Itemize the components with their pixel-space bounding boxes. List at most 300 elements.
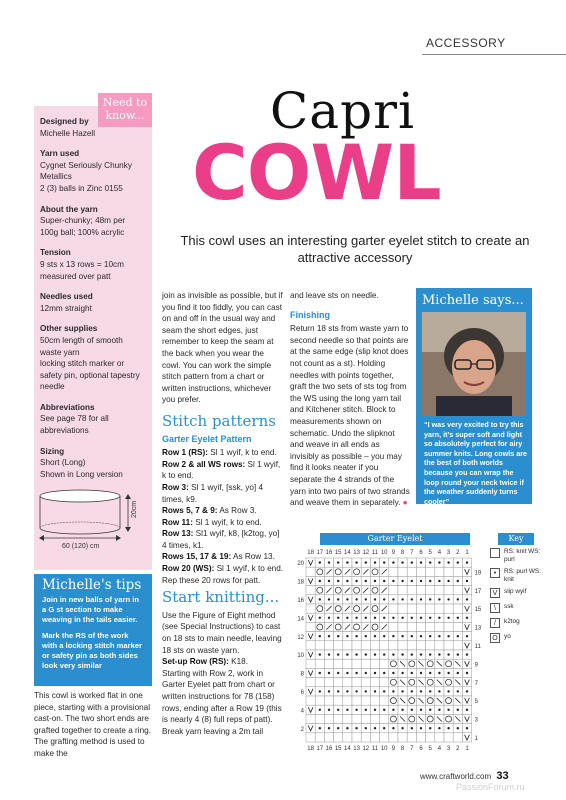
stitch-number-top: 5 [428,550,432,556]
setup-row [162,656,284,668]
chart-cell [315,678,324,687]
chart-cell [324,659,333,668]
info-line: 12mm straight [40,303,92,313]
ws-row-number: 6 [300,690,304,696]
purl-symbol [355,709,357,711]
chart-cell [334,733,343,742]
purl-symbol [392,653,394,655]
chart-cell [324,678,333,687]
info-group [40,291,144,314]
start-knitting-heading: Start knitting... [162,588,280,607]
purl-symbol [401,561,403,563]
purl-symbol [420,617,422,619]
purl-symbol [383,653,385,655]
purl-symbol [411,580,413,582]
chart-cell [389,733,398,742]
purl-symbol [420,653,422,655]
chart-cell [426,604,435,613]
purl-symbol [346,580,348,582]
page-footer [420,770,509,782]
purl-symbol [328,635,330,637]
purl-symbol [337,598,339,600]
stitch-number-bottom: 8 [400,746,405,752]
info-line: 2 (3) balls in Zinc 0155 [40,183,123,193]
chart-cell [306,733,315,742]
chart-cell [306,567,315,576]
key-label: RS: purl WS: knit [504,568,541,583]
standfirst: This cowl uses an interesting garter eyelet stitch to create an attractive accessory [180,233,530,265]
chart-cell [343,714,352,723]
chart-cell [306,714,315,723]
key-symbol: O [490,633,500,643]
chart-cell [444,622,453,631]
chart-cell [352,714,361,723]
chart-cell [315,714,324,723]
chart-cell [407,586,416,595]
info-line: Shown in Long version [40,469,123,479]
stitch-number-top: 10 [380,550,388,556]
purl-symbol [466,727,468,729]
chart-cell [398,586,407,595]
chart-cell [315,641,324,650]
chart-cell [306,659,315,668]
row-text: Sl 1 wyif, k to end. [162,459,281,481]
purl-symbol [319,617,321,619]
key-symbol: \ [490,603,500,613]
chart-cell [416,733,425,742]
rs-row-number: 17 [474,588,482,595]
purl-symbol [337,672,339,674]
stitch-number-top: 9 [391,550,396,556]
purl-symbol [457,709,459,711]
portrait-image [422,312,526,416]
purl-symbol [466,672,468,674]
chart-cell [352,678,361,687]
intro-continued: join as invisible as possible, but if you find it too fiddly, you can cast on and off in the usual way and seam the short edges, just remember to keep the seam at the back when you wear the cowl. You can work the simple stitch pattern from a chart or written instructions, whichever you prefer. [162,291,283,405]
row-text: As Row 3. [217,506,257,516]
garter-eyelet-chart [294,544,490,760]
purl-symbol [355,598,357,600]
purl-symbol [447,653,449,655]
purl-symbol [429,690,431,692]
key-symbol: • [490,568,500,578]
purl-symbol [401,635,403,637]
column-2 [162,290,284,737]
purl-symbol [365,672,367,674]
chart-cell [306,604,315,613]
info-heading: Needles used [40,292,93,302]
chart-cell [380,659,389,668]
purl-symbol [346,653,348,655]
purl-symbol [355,653,357,655]
chart-cell [426,733,435,742]
purl-symbol [447,561,449,563]
purl-symbol [429,580,431,582]
purl-symbol [429,709,431,711]
chart-cell [453,604,462,613]
purl-symbol [457,690,459,692]
column-3 [290,290,410,509]
purl-symbol [319,635,321,637]
chart-cell [370,659,379,668]
purl-symbol [420,561,422,563]
purl-symbol [328,580,330,582]
chart-cell [370,696,379,705]
purl-symbol [337,709,339,711]
rs-row-number: 11 [474,644,481,650]
intro-text: This cowl is worked flat in one piece, starting with a provisional cast-on. The two short ends are grafted together to create a ring. The grafting method is used to make the [34,691,151,758]
stitch-number-top: 2 [456,550,460,556]
ws-row-number: 2 [300,726,304,733]
purl-symbol [383,709,385,711]
purl-symbol [438,617,440,619]
row-label: Row 1 (RS): [162,448,208,458]
purl-symbol [447,598,449,600]
purl-symbol [337,690,339,692]
chart-cell [389,586,398,595]
info-groups [40,116,144,480]
info-line: 50cm length of smooth waste yarn [40,335,123,357]
purl-symbol [429,561,431,563]
stitch-number-bottom: 4 [437,746,442,752]
purl-symbol [392,635,394,637]
stitch-number-top: 18 [307,550,314,556]
rs-row-number: 15 [474,607,482,614]
ws-row-number: 14 [297,616,304,623]
row-label: Rows 5, 7 & 9: [162,506,218,516]
purl-symbol [319,598,321,600]
purl-symbol [420,598,422,600]
purl-symbol [411,709,413,711]
purl-symbol [392,709,394,711]
purl-symbol [420,690,422,692]
chart-cell [435,641,444,650]
purl-symbol [401,580,403,582]
key-label: k2tog [504,618,520,625]
purl-symbol [411,690,413,692]
info-line: Michelle Hazell [40,128,96,138]
info-group [40,204,144,239]
purl-symbol [457,672,459,674]
intro-column [34,690,154,760]
end-dot-icon: ● [402,498,408,508]
info-line: See page 78 for all abbreviations [40,414,109,436]
purl-symbol [438,690,440,692]
chart-cell [389,641,398,650]
chart-cell [306,586,315,595]
chart-cell [343,641,352,650]
key-symbol: V [490,588,500,598]
stitch-number-bottom: 9 [391,746,396,752]
chart-cell [398,733,407,742]
stitch-number-bottom: 17 [316,746,324,752]
chart-cell [324,696,333,705]
purl-symbol [383,561,385,563]
row-text: Sl1 wyif, k8, [k2tog, yo] 4 times, k1. [162,529,280,550]
rs-row-number: 5 [474,699,478,706]
stitch-number-top: 8 [400,550,405,556]
stitch-number-bottom: 3 [446,746,451,752]
stitch-number-bottom: 10 [380,746,388,752]
chart-cell [370,678,379,687]
purl-symbol [438,672,440,674]
purl-symbol [383,690,385,692]
purl-symbol [466,598,468,600]
chart-cell [370,733,379,742]
purl-symbol [392,672,394,674]
chart-cell [407,604,416,613]
purl-symbol [466,635,468,637]
purl-symbol [457,727,459,729]
designer-photo [422,312,526,416]
purl-symbol [383,672,385,674]
michelles-tips-box [34,574,152,686]
website: www.craftworld.com [420,772,492,781]
purl-symbol [401,690,403,692]
chart-cell [352,696,361,705]
purl-symbol [429,727,431,729]
purl-symbol [457,598,459,600]
chart-cell [324,733,333,742]
stitch-patterns-heading: Stitch patterns [162,411,276,430]
michelle-quote: “I was very excited to try this yarn, it’s super soft and light so absolutely perfect for airy summer knits. Long cowls are the best of both worlds because you can wrap the loop round your neck twice if the weather suddenly turns cooler” [424,420,528,506]
purl-symbol [457,561,459,563]
stitch-number-top: 4 [437,550,442,556]
schematic-height: 20cm [131,500,138,518]
purl-symbol [447,727,449,729]
stitch-number-top: 16 [325,550,333,556]
purl-symbol [355,635,357,637]
purl-symbol [411,635,413,637]
setup-label: Set-up Row (RS): [162,657,229,667]
key-item [490,548,550,563]
purl-symbol [328,617,330,619]
purl-symbol [401,598,403,600]
purl-symbol [466,580,468,582]
page-number: 33 [496,770,509,782]
chart-cell [407,641,416,650]
ws-row-number: 18 [297,579,304,586]
chart-cell [306,678,315,687]
purl-symbol [374,598,376,600]
purl-symbol [319,709,321,711]
pattern-row [162,551,284,563]
chart-cell [416,586,425,595]
purl-symbol [355,617,357,619]
chart-cell [380,641,389,650]
finishing-text [290,323,410,509]
pattern-row [162,528,284,551]
chart-cell [343,678,352,687]
chart-cell [315,659,324,668]
info-heading: Sizing [40,446,65,456]
stitch-number-bottom: 15 [334,746,342,752]
tip-item: Mark the RS of the work with a locking stitch marker or safety pin as both sides look very similar [42,631,143,670]
chart-cell [426,567,435,576]
chart-cell [334,659,343,668]
chart-cell [407,622,416,631]
purl-symbol [337,727,339,729]
purl-symbol [466,617,468,619]
purl-symbol [411,672,413,674]
purl-symbol [346,727,348,729]
row-label: Row 2 & all WS rows: [162,459,246,469]
purl-symbol [319,561,321,563]
purl-symbol [319,653,321,655]
stitch-number-top: 15 [334,550,342,556]
stitch-number-top: 7 [410,550,414,556]
info-line: Super-chunky; 48m per 100g ball; 100% acrylic [40,216,126,237]
start-text-3: Break yarn leaving a 2m tail [162,726,264,736]
rs-row-number: 7 [474,680,478,687]
rs-row-number: 13 [474,625,482,632]
purl-symbol [328,598,330,600]
purl-symbol [420,709,422,711]
chart-cell [389,604,398,613]
pattern-row [162,447,284,459]
row-text: Sl 1 wyif, [ssk, yo] 4 times, k9. [162,482,264,504]
info-heading: About the yarn [40,204,98,214]
michelle-says-box [416,288,532,504]
purl-symbol [466,561,468,563]
chart-title: Garter Eyelet [320,533,470,545]
rs-row-number: 9 [474,662,478,669]
purl-symbol [365,727,367,729]
purl-symbol [337,580,339,582]
purl-symbol [401,653,403,655]
ws-row-number: 12 [297,634,304,641]
purl-symbol [438,653,440,655]
tips-heading: Michelle's tips [42,577,142,593]
chart-cell [453,622,462,631]
tip-item: Join in new balls of yarn in a G st section to make weaving in the tails easier. [42,595,140,624]
purl-symbol [365,561,367,563]
key-title: Key [498,533,534,545]
purl-symbol [383,727,385,729]
key-symbol [490,548,500,558]
stitch-number-top: 1 [465,550,469,556]
info-group [40,323,144,393]
chart-cell [444,567,453,576]
purl-symbol [457,653,459,655]
purl-symbol [374,727,376,729]
stitch-number-bottom: 2 [456,746,460,752]
info-group [40,247,144,282]
purl-symbol [383,598,385,600]
chart-cell [334,696,343,705]
purl-symbol [429,598,431,600]
ws-row-number: 10 [297,653,304,660]
purl-symbol [328,672,330,674]
row-label: Row 13: [162,529,194,539]
purl-symbol [328,561,330,563]
chart-cell [453,733,462,742]
michelle-says-heading: Michelle says... [422,293,524,308]
purl-symbol [374,690,376,692]
purl-symbol [438,709,440,711]
pattern-row [162,517,284,529]
row-text: Sl 1 wyif, k to end. [192,517,262,527]
purl-symbol [337,561,339,563]
key-label: RS: knit WS: purl [504,548,541,563]
chart-cell [407,733,416,742]
watermark: PassionForum.ru [456,782,525,792]
purl-symbol [365,690,367,692]
stitch-number-bottom: 14 [344,746,351,752]
info-heading: Yarn used [40,149,80,159]
chart-cell [435,622,444,631]
purl-symbol [355,690,357,692]
purl-symbol [355,580,357,582]
info-heading: Designed by [40,117,89,126]
chart-cell [398,622,407,631]
chart-cell [306,622,315,631]
chart-cell [444,604,453,613]
chart-cell [389,622,398,631]
chart-cell [306,641,315,650]
chart-cell [380,733,389,742]
purl-symbol [411,561,413,563]
info-group [40,446,144,481]
purl-symbol [346,672,348,674]
purl-symbol [355,561,357,563]
key-symbol: / [490,618,500,628]
key-item [490,633,550,643]
chart-cell [315,696,324,705]
key-label: slip wyif [504,588,527,595]
rs-row-number: 1 [474,736,478,742]
purl-symbol [365,635,367,637]
purl-symbol [319,727,321,729]
key-label: ssk [504,603,514,610]
purl-symbol [401,709,403,711]
chart-cell [334,678,343,687]
purl-symbol [401,617,403,619]
purl-symbol [420,580,422,582]
chart-cell [426,641,435,650]
purl-symbol [319,672,321,674]
row-label: Row 3: [162,482,189,492]
pattern-row [162,482,284,505]
purl-symbol [411,598,413,600]
stitch-number-top: 17 [316,550,324,556]
chart-cell [370,641,379,650]
pattern-rows [162,447,284,575]
start-text-2: Starting with Row 2, work in Garter Eyelet patt from chart or written instructions for 78 (158) rows, ending after a Row 19 (this is nearly 4 (8) full reps of patt). [162,668,282,725]
purl-symbol [401,727,403,729]
chart-cell [324,714,333,723]
purl-symbol [438,598,440,600]
chart-cell [407,567,416,576]
need-to-know-label: Need to know... [98,93,152,127]
ws-row-number: 8 [300,671,304,678]
info-group [40,148,144,194]
stitch-number-bottom: 13 [353,746,360,752]
garter-eyelet-heading: Garter Eyelet Pattern [162,433,252,444]
chart-cell [426,586,435,595]
purl-symbol [447,709,449,711]
purl-symbol [429,635,431,637]
title-line1: Capri [270,82,415,140]
purl-symbol [374,709,376,711]
stitch-number-top: 3 [446,550,451,556]
purl-symbol [346,617,348,619]
purl-symbol [374,672,376,674]
chart-cell [343,733,352,742]
chart-cell [343,659,352,668]
chart-cell [352,659,361,668]
purl-symbol [447,580,449,582]
